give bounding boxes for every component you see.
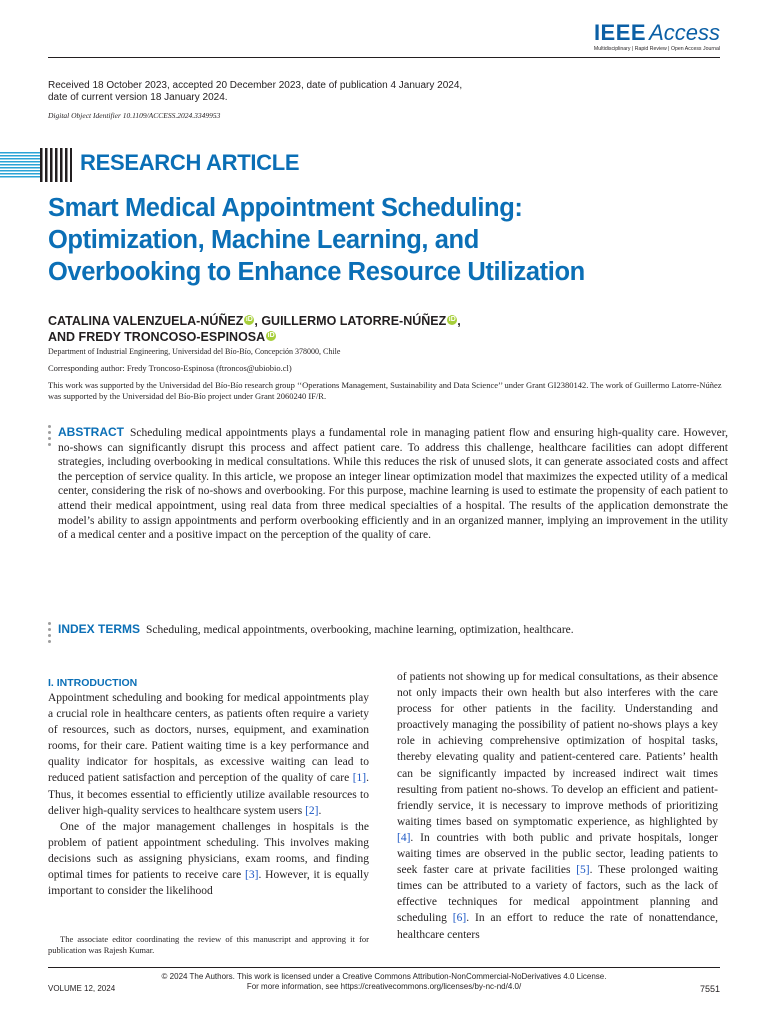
footnote-text: The associate editor coordinating the review of this manuscript and approving it for publication was Rajesh Kumar. [48,934,369,955]
paragraph-text: . [318,804,322,817]
logo-access: Access [649,20,720,45]
orcid-icon[interactable]: iD [267,332,275,339]
license-line-2[interactable]: For more information, see https://creativecommons.org/licenses/by-nc-nd/4.0/ [246,982,522,991]
citation-link[interactable]: [3] [245,869,259,882]
page-number: 7551 [699,984,720,994]
authors-line-1 [48,313,728,329]
received-dates [48,80,608,104]
article-type-label: RESEARCH ARTICLE [80,150,300,175]
title-line-1: Smart Medical Appointment Scheduling: [48,194,523,222]
ieee-access-logo[interactable] [594,22,720,52]
logo-wordmark [594,22,720,44]
title-line-3: Overbooking to Enhance Resource Utilization [48,258,585,286]
citation-link[interactable]: [2] [305,804,319,817]
funding-statement: This work was supported by the Universidad del Bío-Bío research group ‘‘Operations Management, Sustainability and Data Science’’ under Grant GI2380142. The work of Guillermo Latorre-Núñez was supported by the Universidad del Bío-Bío project under Grant 2060240 IF/R. [48,380,722,401]
page-footer [48,967,720,1007]
paragraph-text: . In an effort to reduce the rate of nonattendance, healthcare centers [397,912,718,941]
doi[interactable]: Digital Object Identifier 10.1109/ACCESS.2024.3349953 [48,111,221,120]
citation-link[interactable]: [4] [397,831,411,844]
journal-masthead [48,22,720,58]
band-barcode-decoration [40,148,72,182]
article-title [48,192,728,288]
citation-link[interactable]: [6] [452,912,467,925]
paragraph [48,690,369,819]
author-name[interactable]: GUILLERMO LATORRE-NÚÑEZ [261,314,447,328]
paragraph [48,819,369,899]
license-line-1: © 2024 The Authors. This work is licensed under a Creative Commons Attribution-NonCommercial-NoDerivatives 4.0 License. [161,972,607,981]
author-list [48,313,728,345]
index-terms-dots-decoration [48,622,52,646]
index-terms [58,622,728,638]
article-type-band [0,148,300,182]
corresponding-author: Corresponding author: Fredy Troncoso-Espinosa (ftroncos@ubiobio.cl) [48,363,292,373]
paragraph-text: . Thus, it becomes essential to efficiently utilize available resources to deliver high-quality services to healthcare system users [48,772,369,817]
paragraph-text: Appointment scheduling and booking for medical appointments play a crucial role in healthcare centers, as patients often require a variety of resources, such as doctors, nurses, equipment, and examination rooms, for their care. Patient waiting time is a key performance and quality indicator for hospitals, as excessive waiting can lead to reduced patient satisfaction and perception of the quality of care [48,692,369,785]
author-separator: , [254,314,262,328]
paragraph-text: . In countries with both public and private hospitals, longer waiting times are observed in the public sector, leading patients to seek faster care at private facilities [397,831,718,877]
journal-tagline: Multidisciplinary | Rapid Review | Open Access Journal [593,46,720,52]
citation-link[interactable]: [1] [352,772,367,785]
author-separator: , [457,314,461,328]
section-heading-introduction: I. INTRODUCTION [48,677,138,689]
paragraph [397,669,718,943]
logo-ieee: IEEE [593,20,647,45]
paragraph-text: One of the major management challenges in hospitals is the problem of patient appointment scheduling. This involves making decisions such as assigning physicians, exam rooms, and finding optimal times for patients to receive care [48,820,369,882]
title-line-2: Optimization, Machine Learning, and [48,226,479,254]
paragraph-text: of patients not showing up for medical consultations, as their absence not only impacts their own health but also interferes with the care process for other patients in the facility. Understanding and proactively managing the possibility of patient no-shows plays a key role in achieving comprehensive optimization of hospital tasks, thereby elevating quality and patient-centered care. Patients’ health can be significantly impacted by increased indirect wait times resulting from patient no-shows. To develop an efficient and patient-friendly service, it is necessary to improve methods of prioritizing waiting times based on symptomatic experience, as highlighted by [397,671,718,828]
authors-line-2 [48,329,728,345]
paragraph-text: . However, it is equally important to consider the likelihood [48,869,369,898]
abstract-heading: ABSTRACT [58,425,124,439]
index-terms-heading: INDEX TERMS [58,622,141,636]
received-line-2: date of current version 18 January 2024. [48,92,228,103]
received-line-1: Received 18 October 2023, accepted 20 December 2023, date of publication 4 January 2024, [48,80,463,91]
orcid-icon[interactable]: iD [245,316,253,323]
license-notice [48,972,720,992]
citation-link[interactable]: [5] [576,864,590,877]
body-column-left [48,676,369,899]
band-stripes-decoration [0,152,40,178]
affiliation: Department of Industrial Engineering, Universidad del Bío-Bío, Concepción 378000, Chile [48,347,341,356]
abstract-dots-decoration [48,425,52,449]
body-column-right [397,669,718,943]
abstract-text: Scheduling medical appointments plays a fundamental role in managing patient flow and ensuring high-quality care. However, no-shows can significantly disrupt this process and affect patient care. To address this challenge, healthcare facilities can adopt different strategies, including overbooking in medical consultations. While this reduces the risk of unused slots, it can generate associated costs and affect the perception of service quality. In this article, we propose an integer linear optimization model that maximizes the expected utility of a medical center, considering the risk of no-shows and overbooking. For this purpose, machine learning is used to estimate the propensity of each patient to attend their medical appointment, using real data from three medical specialties of a hospital. The results of the application demonstrate the model’s ability to assign appointments and perform overbooking efficiently and in an organized manner, implying an improvement in the utility of a medical center and a positive impact on the perception of the quality of care. [58,427,728,542]
author-name[interactable]: CATALINA VALENZUELA-NÚÑEZ [48,314,244,328]
paragraph-text: . These prolonged waiting times can be attributed to a variety of factors, such as the lack of effective techniques for medical appointment planning and scheduling [397,864,719,925]
volume-label: VOLUME 12, 2024 [48,984,116,993]
orcid-icon[interactable]: iD [448,316,456,323]
abstract [58,425,728,543]
editor-footnote [48,934,369,956]
author-name[interactable]: AND FREDY TRONCOSO-ESPINOSA [48,330,266,344]
index-terms-text: Scheduling, medical appointments, overbooking, machine learning, optimization, healthcare. [146,624,574,636]
